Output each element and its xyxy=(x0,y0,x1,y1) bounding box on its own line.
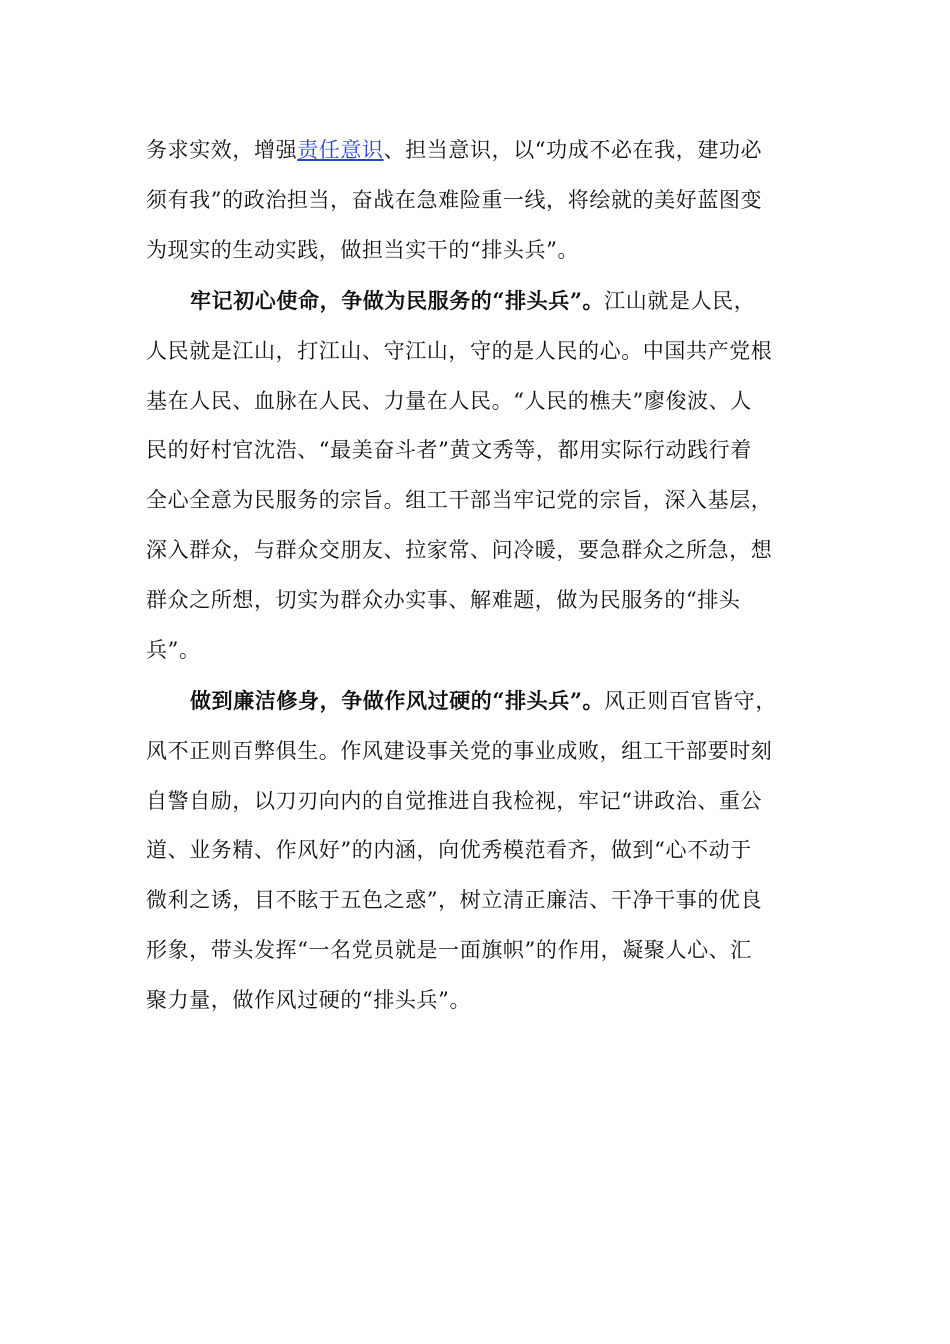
text-before-link: 务求实效，增强 xyxy=(146,138,298,162)
paragraph-3-line-3: 自警自励，以刀刃向内的自觉推进自我检视，牢记“讲政治、重公 xyxy=(146,788,763,813)
paragraph-3-line-7: 聚力量，做作风过硬的“排头兵”。 xyxy=(146,987,472,1012)
paragraph-3-line-5: 微利之诱，目不眩于五色之惑”，树立清正廉洁、干净干事的优良 xyxy=(146,888,763,913)
paragraph-2-line-7: 群众之所想，切实为群众办实事、解难题，做为民服务的“排头 xyxy=(146,587,741,612)
paragraph-2-line-4: 民的好村官沈浩、“最美奋斗者”黄文秀等，都用实际行动践行着 xyxy=(146,438,752,463)
paragraph-3-line-6: 形象，带头发挥“一名党员就是一面旗帜”的作用，凝聚人心、汇 xyxy=(146,937,752,962)
text-after-link: 、担当意识，以“功成不必在我，建功必 xyxy=(383,138,763,162)
paragraph-1 xyxy=(146,126,806,275)
paragraph-3 xyxy=(146,676,806,1026)
paragraph-2-line-1 xyxy=(146,276,806,327)
paragraph-1-line-2: 须有我”的政治担当，奋战在急难险重一线，将绘就的美好蓝图变 xyxy=(146,187,763,212)
paragraph-2-line-2: 人民就是江山，打江山、守江山，守的是人民的心。中国共产党根 xyxy=(146,338,773,363)
paragraph-3-heading: 做到廉洁修身，争做作风过硬的“排头兵”。 xyxy=(190,688,605,713)
paragraph-2-line-6: 深入群众，与群众交朋友、拉家常、问冷暖，要急群众之所急，想 xyxy=(146,537,773,562)
paragraph-3-line-1-rest: 风正则百官皆守， xyxy=(604,689,777,713)
paragraph-2 xyxy=(146,276,806,675)
paragraph-2-line-1-rest: 江山就是人民， xyxy=(604,289,756,313)
paragraph-1-line-3: 为现实的生动实践，做担当实干的“排头兵”。 xyxy=(146,237,580,262)
paragraph-2-line-3: 基在人民、血脉在人民、力量在人民。“人民的樵夫”廖俊波、人 xyxy=(146,388,752,413)
paragraph-2-line-8: 兵”。 xyxy=(146,637,201,662)
responsibility-awareness-link[interactable]: 责任意识 xyxy=(297,138,384,162)
paragraph-2-heading: 牢记初心使命，争做为民服务的“排头兵”。 xyxy=(190,288,605,313)
paragraph-1-line-1 xyxy=(146,126,806,176)
paragraph-3-line-2: 风不正则百弊俱生。作风建设事关党的事业成败，组工干部要时刻 xyxy=(146,738,773,763)
paragraph-2-line-5: 全心全意为民服务的宗旨。组工干部当牢记党的宗旨，深入基层， xyxy=(146,488,773,513)
paragraph-3-line-1 xyxy=(146,676,806,727)
paragraph-3-line-4: 道、业务精、作风好”的内涵，向优秀模范看齐，做到“心不动于 xyxy=(146,838,752,863)
